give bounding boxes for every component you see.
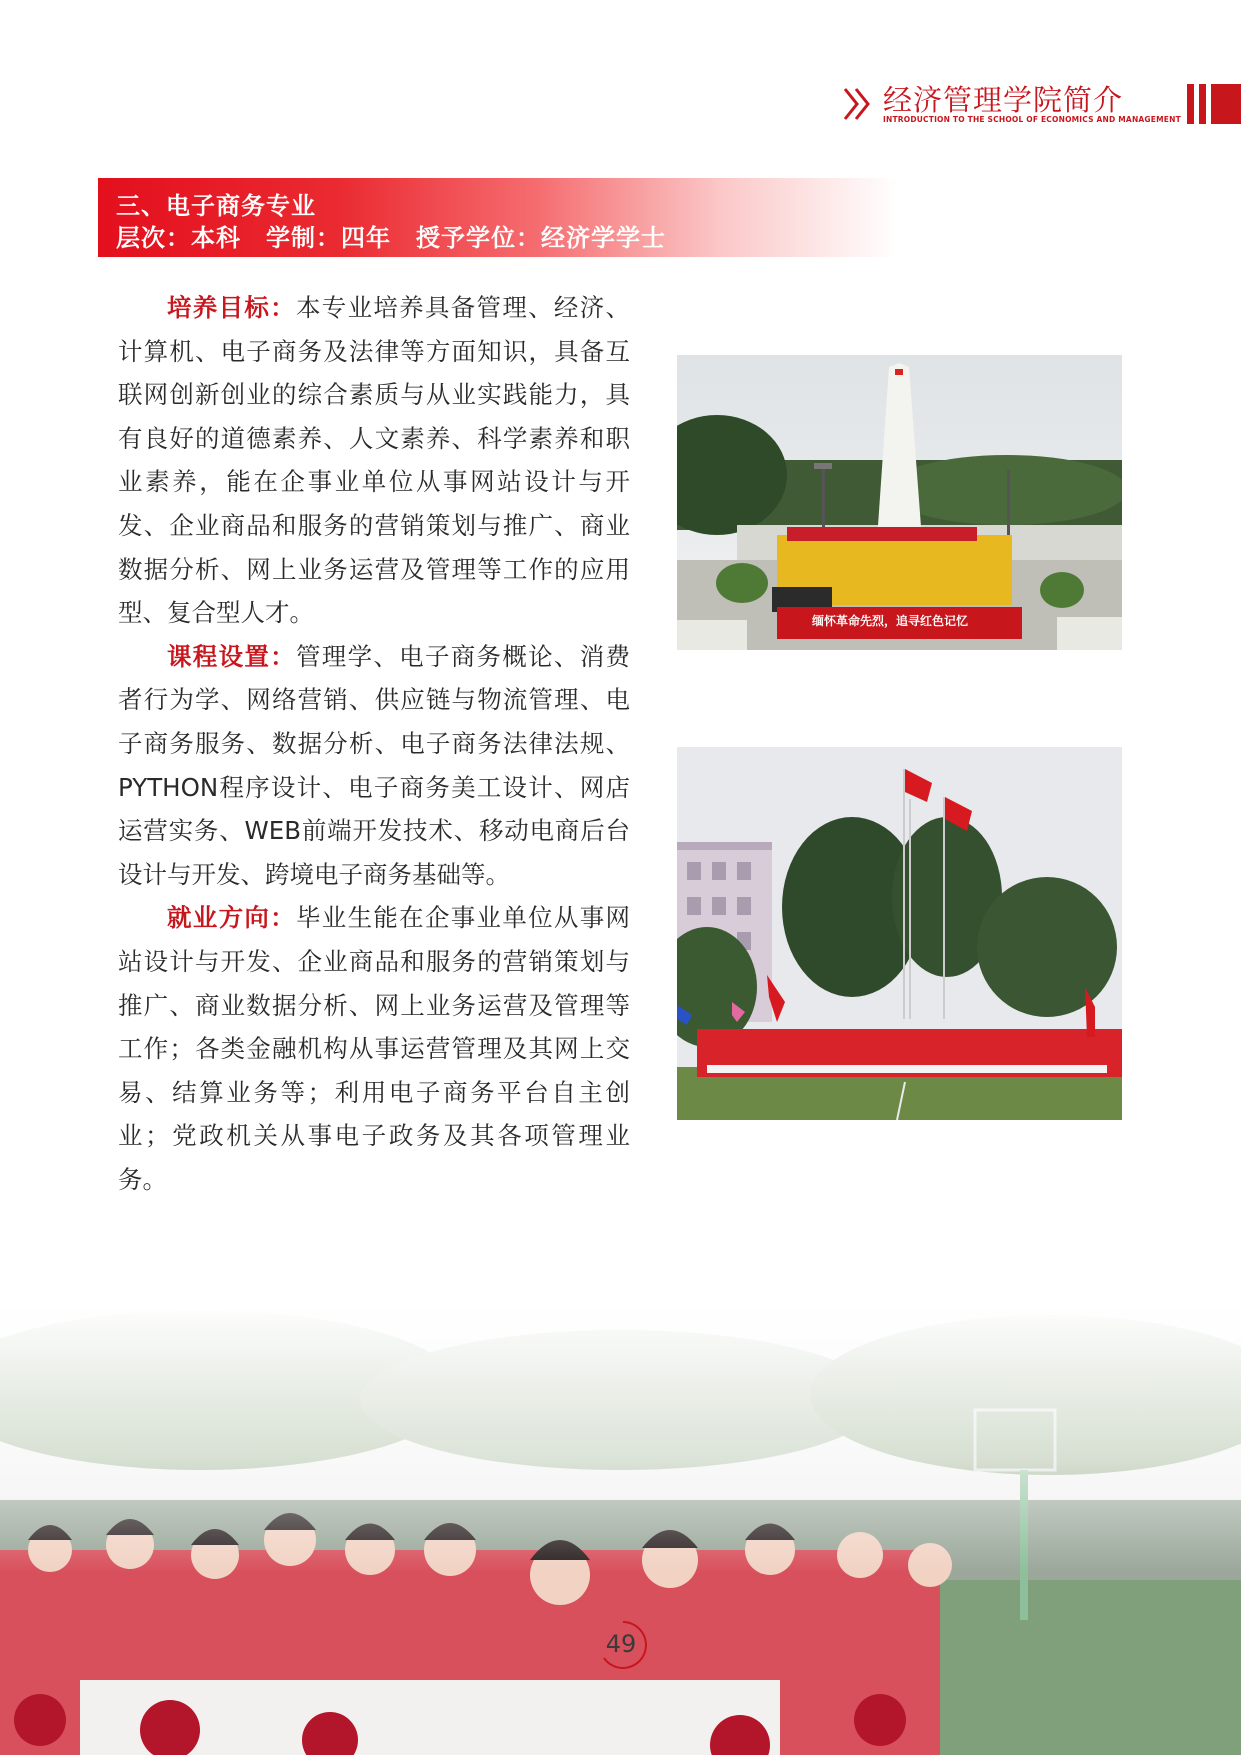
paragraph-curriculum [118, 635, 630, 897]
photo-flag-ceremony [677, 747, 1122, 1120]
page-number [598, 1620, 648, 1670]
header-bars-decoration [1187, 84, 1241, 124]
banner-major-title: 三、电子商务专业 [116, 192, 316, 220]
paragraph-training-goal [118, 286, 630, 635]
double-chevron-icon [841, 86, 881, 122]
label-curriculum: 课程设置： [167, 641, 296, 671]
header-subtitle: INTRODUCTION TO THE SCHOOL OF ECONOMICS AND MANAGEMENT [883, 115, 1181, 124]
label-employment: 就业方向： [167, 903, 296, 933]
section-banner [98, 178, 898, 257]
paragraph-employment [118, 896, 630, 1201]
text-curriculum: 管理学、电子商务概论、消费者行为学、网络营销、供应链与物流管理、电子商务服务、数据分析、电子商务法律法规、PYTHON程序设计、电子商务美工设计、网店运营实务、WEB前端开发技术、移动电商后台设计与开发、跨境电子商务基础等。 [118, 641, 631, 889]
page-header [841, 78, 1241, 128]
photo-monument-group [677, 355, 1122, 650]
banner-degree-info: 层次：本科 学制：四年 授予学位：经济学学士 [116, 224, 666, 252]
header-title: 经济管理学院简介 [883, 83, 1124, 117]
text-training-goal: 本专业培养具备管理、经济、计算机、电子商务及法律等方面知识，具备互联网创新创业的综合素质与从业实践能力，具有良好的道德素养、人文素养、科学素养和职业素养，能在企事业单位从事网站设计与开发、企业商品和服务的营销策划与推广、商业数据分析、网上业务运营及管理等工作的应用型、复合型人才。 [118, 293, 631, 628]
body-text [118, 286, 630, 1201]
bottom-faded-photo [0, 1300, 1241, 1755]
page-number-text: 49 [605, 1630, 637, 1658]
label-training-goal: 培养目标： [167, 293, 296, 322]
photo1-banner-text: 缅怀革命先烈，追寻红色记忆 [812, 614, 969, 628]
text-employment: 毕业生能在企事业单位从事网站设计与开发、企业商品和服务的营销策划与推广、商业数据分析、网上业务运营及管理等工作；各类金融机构从事运营管理及其网上交易、结算业务等；利用电子商务平台自主创业；党政机关从事电子政务及其各项管理业务。 [118, 903, 631, 1194]
